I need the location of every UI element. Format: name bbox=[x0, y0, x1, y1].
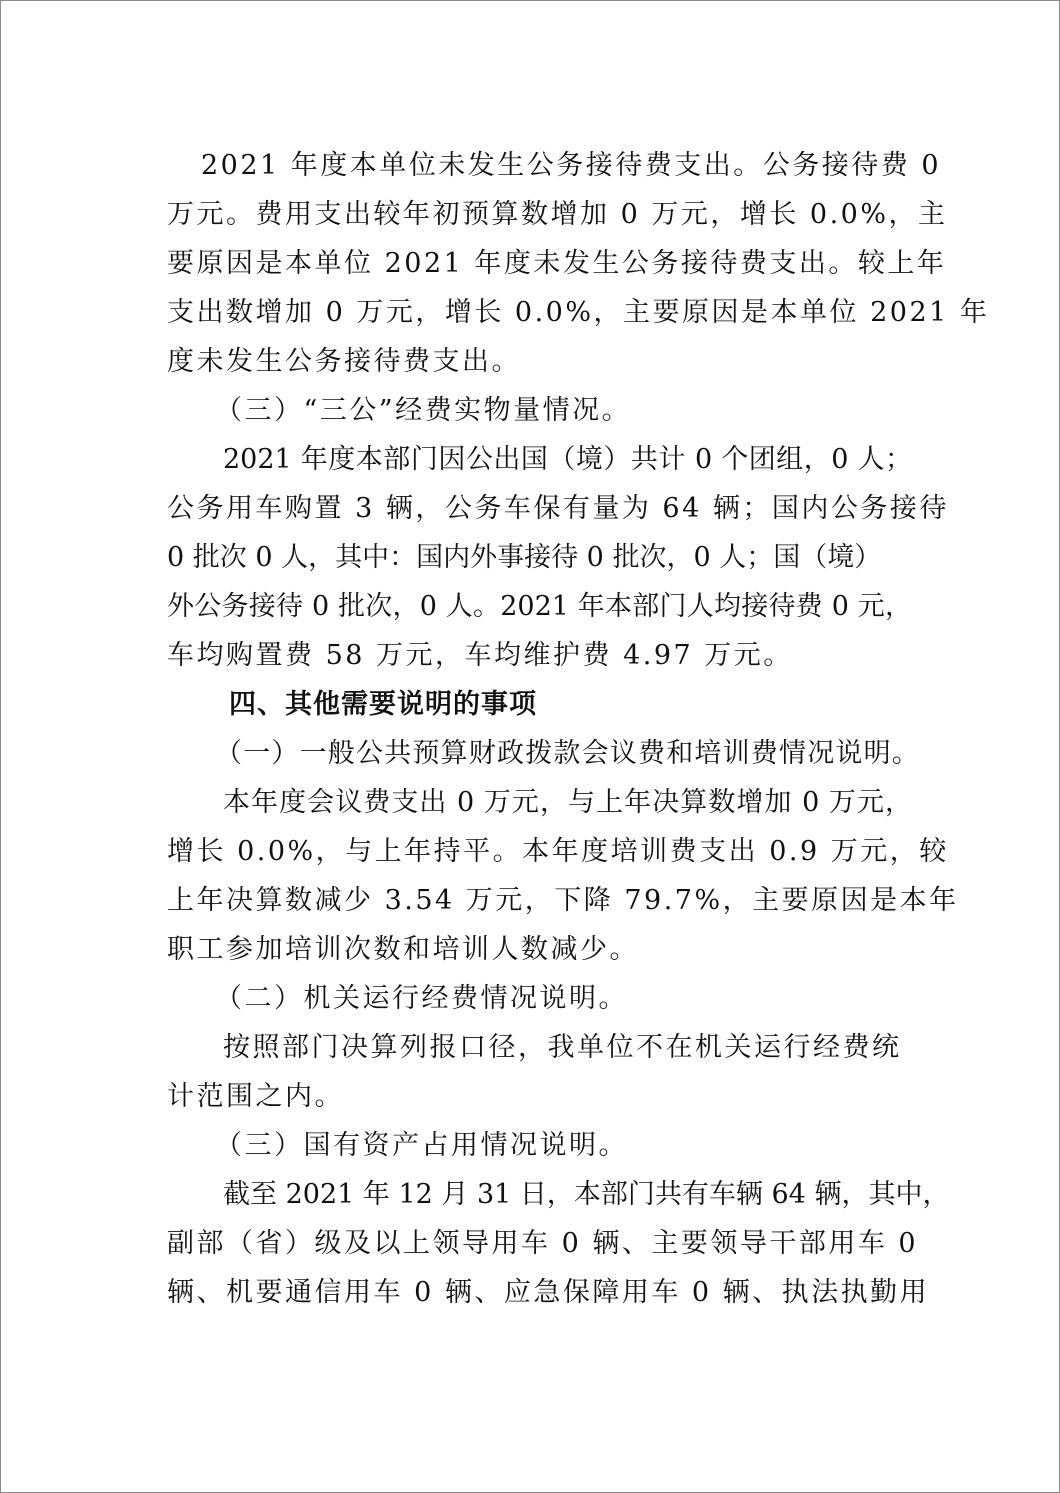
paragraph-line-5: 度未发生公务接待费支出。 bbox=[167, 346, 521, 377]
paragraph-line-23: 副部（省）级及以上领导用车 0 辆、主要领导干部用车 0 bbox=[167, 1228, 919, 1259]
paragraph-line-3: 要原因是本单位 2021 年度未发生公务接待费支出。较上年 bbox=[167, 248, 947, 279]
paragraph-line-7: 2021 年度本部门因公出国（境）共计 0 个团组，0 人； bbox=[223, 444, 912, 475]
paragraph-line-16: 上年决算数减少 3.54 万元，下降 79.7%，主要原因是本年 bbox=[167, 885, 959, 916]
paragraph-line-20: 计范围之内。 bbox=[167, 1081, 344, 1112]
paragraph-line-10: 外公务接待 0 批次，0 人。2021 年本部门人均接待费 0 元， bbox=[167, 591, 912, 622]
paragraph-line-19: 按照部门决算列报口径，我单位不在机关运行经费统 bbox=[223, 1032, 902, 1063]
paragraph-line-11: 车均购置费 58 万元，车均维护费 4.97 万元。 bbox=[167, 640, 793, 671]
subheading-3-physical-quantity: （三）“三公”经费实物量情况。 bbox=[215, 395, 632, 426]
subheading-3-state-assets: （三）国有资产占用情况说明。 bbox=[215, 1130, 628, 1161]
section-heading-4: 四、其他需要说明的事项 bbox=[229, 689, 537, 720]
paragraph-line-15: 增长 0.0%，与上年持平。本年度培训费支出 0.9 万元，较 bbox=[167, 836, 949, 867]
paragraph-line-17: 职工参加培训次数和培训人数减少。 bbox=[167, 934, 639, 965]
paragraph-line-22: 截至 2021 年 12 月 31 日，本部门共有车辆 64 辆，其中， bbox=[223, 1179, 950, 1210]
paragraph-line-8: 公务用车购置 3 辆，公务车保有量为 64 辆；国内公务接待 bbox=[167, 493, 949, 524]
subheading-2-operating-expenses: （二）机关运行经费情况说明。 bbox=[215, 983, 628, 1014]
paragraph-line-24: 辆、机要通信用车 0 辆、应急保障用车 0 辆、执法执勤用 bbox=[167, 1277, 930, 1308]
paragraph-line-14: 本年度会议费支出 0 万元，与上年决算数增加 0 万元， bbox=[223, 787, 912, 818]
paragraph-line-4: 支出数增加 0 万元，增长 0.0%，主要原因是本单位 2021 年 bbox=[167, 297, 990, 328]
subheading-1-meeting-training: （一）一般公共预算财政拨款会议费和培训费情况说明。 bbox=[215, 738, 920, 769]
paragraph-line-9: 0 批次 0 人，其中：国内外事接待 0 批次，0 人；国（境） bbox=[167, 542, 882, 573]
paragraph-line-2: 万元。费用支出较年初预算数增加 0 万元，增长 0.0%，主 bbox=[167, 199, 948, 230]
paragraph-line-1: 2021 年度本单位未发生公务接待费支出。公务接待费 0 bbox=[201, 150, 942, 181]
